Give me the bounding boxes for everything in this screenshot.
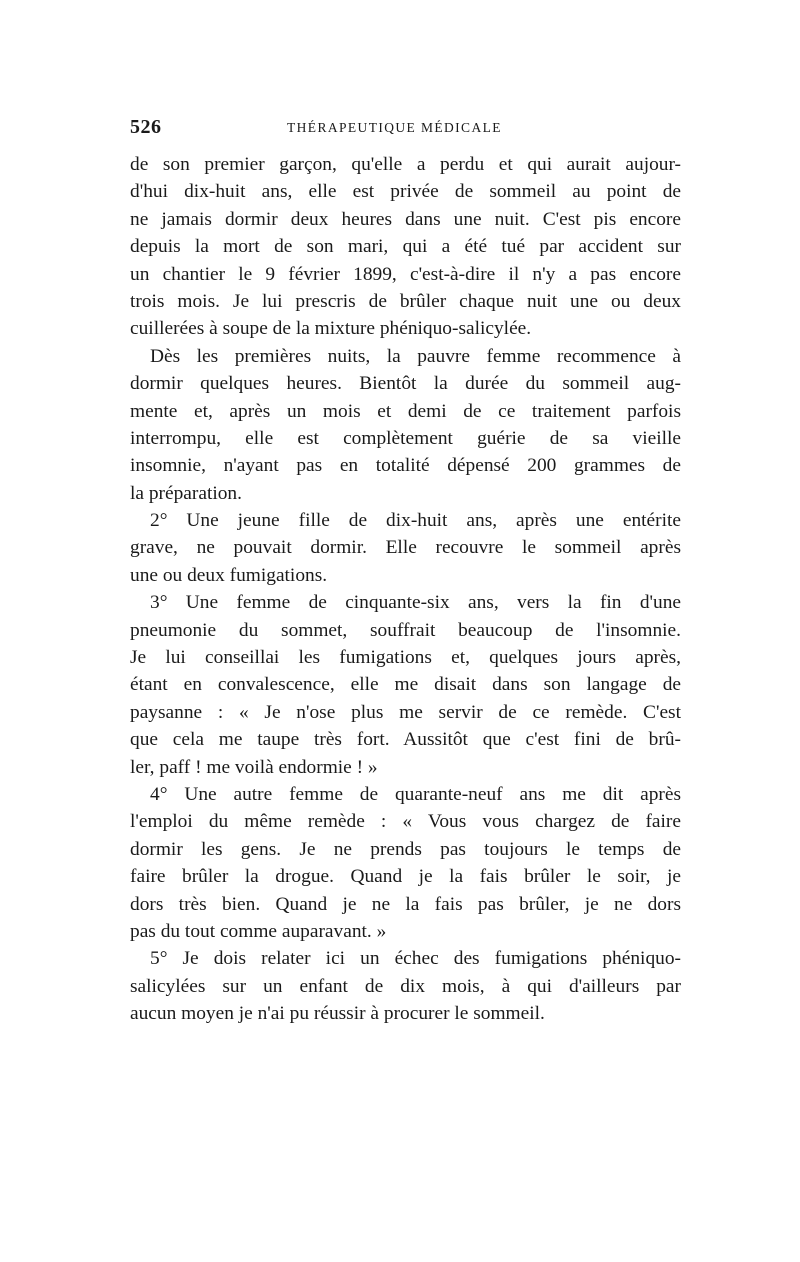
text-line: mente et, après un mois et demi de ce traitement parfois <box>130 400 681 422</box>
text-line: 3° Une femme de cinquante-six ans, vers la fin d'une <box>150 592 681 614</box>
text-line: aucun moyen je n'ai pu réussir à procurer le sommeil. <box>130 1003 545 1025</box>
paragraph <box>130 781 681 945</box>
text-line: trois mois. Je lui prescris de brûler chaque nuit une ou deux <box>130 290 681 312</box>
text-line: faire brûler la drogue. Quand je la fais brûler le soir, je <box>130 866 681 888</box>
paragraph <box>130 507 681 589</box>
text-line: la préparation. <box>130 482 242 504</box>
text-line: une ou deux fumigations. <box>130 564 328 586</box>
text-line: interrompu, elle est complètement guérie de sa vieille <box>130 427 681 449</box>
paragraph <box>130 151 681 343</box>
text-line: 4° Une autre femme de quarante-neuf ans me dit après <box>150 783 681 805</box>
body-text <box>130 151 681 1028</box>
text-line: salicylées sur un enfant de dix mois, à qui d'ailleurs par <box>130 975 681 997</box>
text-line: que cela me taupe très fort. Aussitôt que c'est fini de brû- <box>130 729 681 751</box>
text-line: 5° Je dois relater ici un échec des fumigations phéniquo- <box>150 948 681 970</box>
page-number: 526 <box>130 116 162 138</box>
running-title: THÉRAPEUTIQUE MÉDICALE <box>287 120 502 135</box>
text-line: paysanne : « Je n'ose plus me servir de ce remède. C'est <box>130 701 681 723</box>
text-line: étant en convalescence, elle me disait dans son langage de <box>130 674 681 696</box>
text-line: dormir quelques heures. Bientôt la durée du sommeil aug- <box>130 373 681 395</box>
page-header <box>130 116 681 140</box>
paragraph <box>130 945 681 1027</box>
text-line: pas du tout comme auparavant. » <box>130 920 387 942</box>
text-line: ne jamais dormir deux heures dans une nuit. C'est pis encore <box>130 208 681 230</box>
text-line: insomnie, n'ayant pas en totalité dépensé 200 grammes de <box>130 455 681 477</box>
text-line: Je lui conseillai les fumigations et, quelques jours après, <box>130 647 681 669</box>
paragraph <box>130 589 681 781</box>
paragraph <box>130 343 681 507</box>
text-line: d'hui dix-huit ans, elle est privée de sommeil au point de <box>130 181 681 203</box>
text-line: dors très bien. Quand je ne la fais pas brûler, je ne dors <box>130 893 681 915</box>
text-line: de son premier garçon, qu'elle a perdu et qui aurait aujour- <box>130 154 681 175</box>
text-line: l'emploi du même remède : « Vous vous chargez de faire <box>130 811 681 833</box>
text-line: ler, paff ! me voilà endormie ! » <box>130 756 378 778</box>
text-line: un chantier le 9 février 1899, c'est-à-dire il n'y a pas encore <box>130 263 681 285</box>
text-line: pneumonie du sommet, souffrait beaucoup de l'insomnie. <box>130 619 681 641</box>
text-line: Dès les premières nuits, la pauvre femme recommence à <box>150 345 681 367</box>
text-line: dormir les gens. Je ne prends pas toujours le temps de <box>130 838 681 860</box>
text-line: cuillerées à soupe de la mixture phéniquo-salicylée. <box>130 318 532 340</box>
text-line: depuis la mort de son mari, qui a été tué par accident sur <box>130 236 681 258</box>
text-line: grave, ne pouvait dormir. Elle recouvre le sommeil après <box>130 537 681 559</box>
text-line: 2° Une jeune fille de dix-huit ans, après une entérite <box>150 510 681 532</box>
